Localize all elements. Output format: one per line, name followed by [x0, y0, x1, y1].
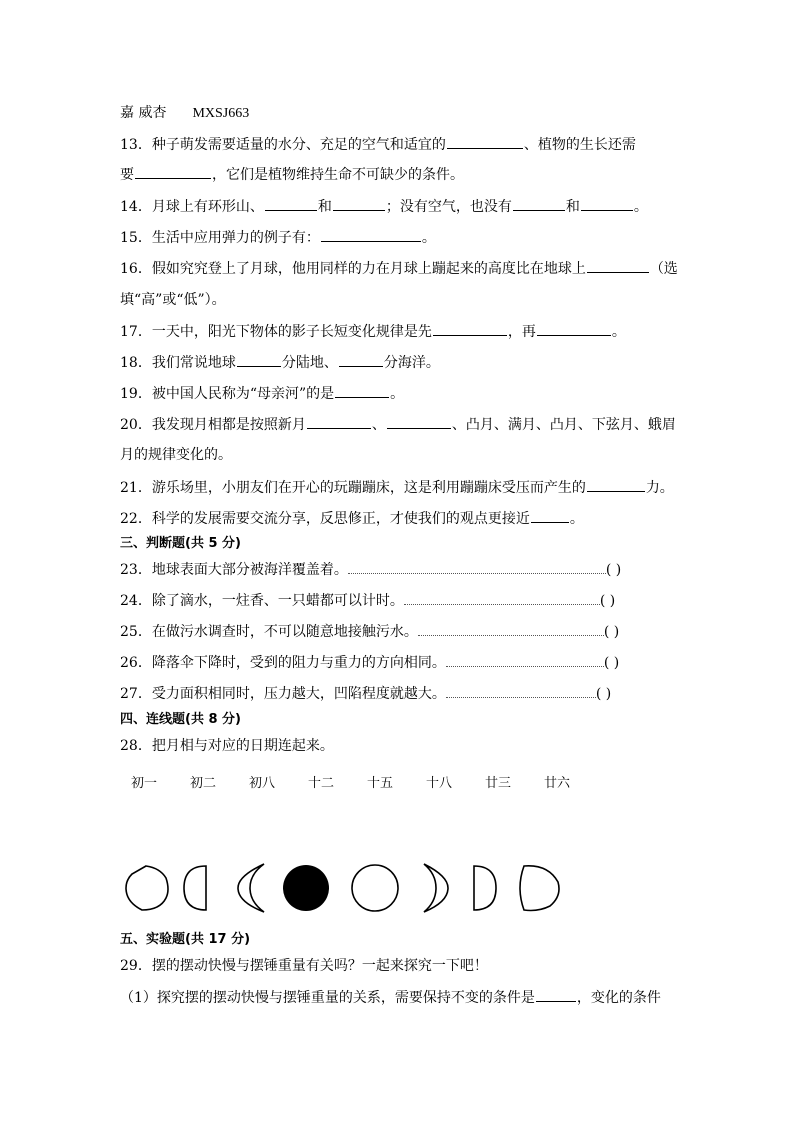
- q13-text-a: 13．种子萌发需要适量的水分、充足的空气和适宜的: [120, 137, 446, 153]
- question-29: 29．摆的摆动快慢与摆锤重量有关吗？一起来探究一下吧！: [120, 958, 488, 974]
- answer-blank[interactable]: [536, 987, 576, 1002]
- q16-text-b: （选: [649, 261, 678, 277]
- answer-blank[interactable]: [333, 196, 385, 211]
- date-label[interactable]: 廿三: [484, 776, 511, 791]
- answer-blank[interactable]: [321, 227, 421, 242]
- judge-text: 27．受力面积相同时，压力越大，凹陷程度就越大。: [120, 686, 446, 702]
- answer-blank[interactable]: [387, 414, 451, 429]
- dot-leader: [446, 654, 604, 667]
- question-22: [120, 508, 584, 529]
- judge-item-25: [120, 622, 619, 642]
- date-label[interactable]: 初一: [130, 776, 157, 791]
- answer-paren[interactable]: ( ): [603, 655, 620, 671]
- q15-text-a: 15．生活中应用弹力的例子有：: [120, 230, 320, 246]
- question-14: [120, 196, 648, 217]
- judge-text: 24．除了滴水，一炷香、一只蜡都可以计时。: [120, 593, 404, 609]
- judge-item-26: [120, 653, 619, 673]
- answer-blank[interactable]: [307, 414, 371, 429]
- q17-text-b: ，再: [507, 324, 536, 340]
- q16-text-a: 16．假如究究登上了月球，他用同样的力在月球上蹦起来的高度比在地球上: [120, 261, 586, 277]
- q22-text-a: 22．科学的发展需要交流分享，反思修正，才使我们的观点更接近: [120, 511, 530, 527]
- question-18: [120, 352, 440, 373]
- answer-blank[interactable]: [587, 258, 649, 273]
- dot-leader: [404, 592, 600, 605]
- moon-waning-gibbous-icon: [126, 866, 168, 910]
- moon-waxing-crescent-icon: [424, 864, 448, 912]
- question-16-line2: [120, 290, 226, 310]
- moon-full-moon-icon: [352, 865, 398, 911]
- section-4-heading: 四、连线题(共 8 分): [120, 712, 241, 727]
- q20-text-a: 20．我发现月相都是按照新月: [120, 417, 306, 433]
- q29-1-text-a: （1）探究摆的摆动快慢与摆锤重量的关系，需要保持不变的条件是: [120, 990, 535, 1006]
- question-19: [120, 383, 404, 404]
- question-28: 28．把月相与对应的日期连起来。: [120, 738, 334, 754]
- q20-text-d: 月的规律变化的。: [120, 447, 232, 463]
- q18-text-a: 18．我们常说地球: [120, 355, 236, 371]
- dot-leader: [446, 685, 596, 698]
- answer-blank[interactable]: [335, 383, 389, 398]
- question-13-line2: [120, 164, 464, 185]
- date-row: [0, 772, 794, 792]
- answer-blank[interactable]: [339, 352, 383, 367]
- q14-text-b: 和: [317, 199, 332, 215]
- section-3-heading: 三、判断题(共 5 分): [120, 536, 241, 551]
- question-20-line1: [120, 414, 676, 435]
- moon-phase-row: [118, 858, 578, 918]
- q13-text-c: 要: [120, 167, 134, 183]
- q16-text-c: 填“高”或“低”）。: [120, 292, 226, 308]
- header: [120, 103, 249, 124]
- q14-text-a: 14．月球上有环形山、: [120, 199, 264, 215]
- q19-text-b: 。: [390, 386, 405, 402]
- judge-text: 23．地球表面大部分被海洋覆盖着。: [120, 562, 348, 578]
- moon-waxing-gibbous-icon: [520, 866, 559, 911]
- moon-first-quarter-icon: [474, 866, 496, 910]
- q20-text-c: 、凸月、满月、凸月、下弦月、蛾眉: [451, 417, 676, 433]
- q17-text-c: 。: [611, 324, 626, 340]
- answer-paren[interactable]: ( ): [603, 624, 620, 640]
- judge-item-24: [120, 591, 615, 611]
- answer-blank[interactable]: [447, 134, 523, 149]
- q15-text-b: 。: [421, 230, 436, 246]
- answer-blank[interactable]: [581, 196, 633, 211]
- q29-1-text-b: ，变化的条件: [576, 990, 661, 1006]
- answer-blank[interactable]: [531, 508, 569, 523]
- q20-text-b: 、: [371, 417, 386, 433]
- answer-paren[interactable]: ( ): [599, 593, 616, 609]
- q18-text-b: 分陆地、: [281, 355, 338, 371]
- moon-last-quarter-icon: [184, 866, 206, 910]
- judge-text: 26．降落伞下降时，受到的阻力与重力的方向相同。: [120, 655, 446, 671]
- question-21: [120, 477, 674, 498]
- q13-text-b: 、植物的生长还需: [523, 137, 636, 153]
- answer-paren[interactable]: ( ): [605, 562, 622, 578]
- answer-blank[interactable]: [265, 196, 317, 211]
- moon-waning-crescent-icon: [238, 864, 264, 912]
- judge-text: 25．在做污水调查时，不可以随意地接触污水。: [120, 624, 418, 640]
- answer-paren[interactable]: ( ): [595, 686, 612, 702]
- question-16-line1: [120, 258, 678, 279]
- moon-new-moon-icon: [283, 865, 329, 911]
- q13-text-d: ，它们是植物维持生命不可缺少的条件。: [212, 167, 464, 183]
- answer-blank[interactable]: [135, 164, 211, 179]
- question-20-line2: [120, 445, 232, 465]
- answer-blank[interactable]: [587, 477, 645, 492]
- question-17: [120, 321, 626, 342]
- q22-text-b: 。: [569, 511, 584, 527]
- q19-text-a: 19．被中国人民称为“母亲河”的是: [120, 386, 335, 402]
- date-label[interactable]: 十八: [425, 776, 452, 791]
- question-29-part-1: [120, 987, 661, 1008]
- section-5-heading: 五、实验题(共 17 分): [120, 932, 251, 947]
- q21-text-b: 力。: [645, 480, 674, 496]
- dot-leader: [348, 561, 606, 574]
- q21-text-a: 21．游乐场里，小朋友们在开心的玩蹦蹦床，这是利用蹦蹦床受压而产生的: [120, 480, 586, 496]
- date-label[interactable]: 十二: [307, 776, 334, 791]
- q14-text-e: 。: [633, 199, 648, 215]
- date-label[interactable]: 十五: [366, 776, 393, 791]
- answer-blank[interactable]: [433, 321, 507, 336]
- answer-blank[interactable]: [513, 196, 565, 211]
- q14-text-d: 和: [565, 199, 580, 215]
- q18-text-c: 分海洋。: [383, 355, 440, 371]
- judge-item-23: [120, 560, 621, 580]
- date-label[interactable]: 初八: [248, 776, 275, 791]
- q17-text-a: 17．一天中，阳光下物体的影子长短变化规律是先: [120, 324, 432, 340]
- header-code: MXSJ663: [192, 106, 250, 121]
- answer-blank[interactable]: [537, 321, 611, 336]
- q14-text-c: ；没有空气，也没有: [385, 199, 512, 215]
- dot-leader: [418, 623, 604, 636]
- answer-blank[interactable]: [237, 352, 281, 367]
- judge-item-27: [120, 684, 611, 704]
- question-15: [120, 227, 436, 248]
- date-label[interactable]: 初二: [189, 776, 216, 791]
- header-name: 嘉 威杏: [120, 105, 167, 121]
- question-13-line1: [120, 134, 636, 155]
- date-label[interactable]: 廿六: [543, 776, 570, 791]
